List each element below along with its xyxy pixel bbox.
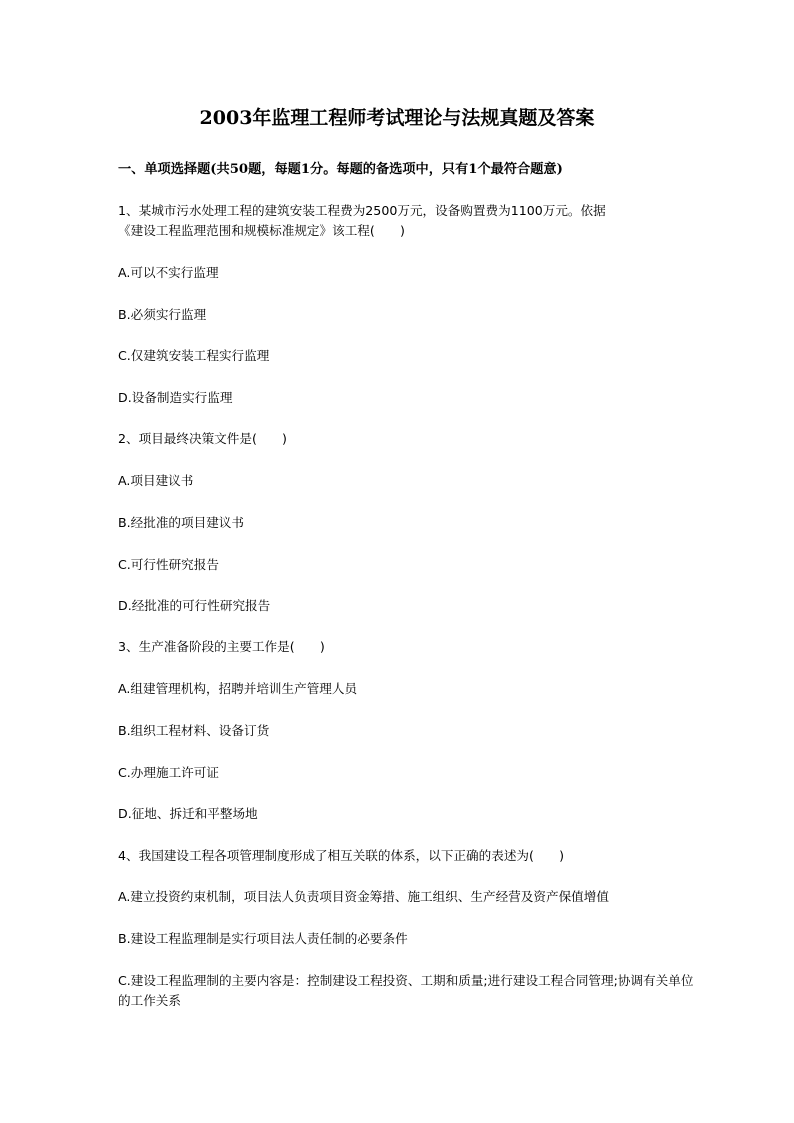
question-3-stem: 3、生产准备阶段的主要工作是( ) [118, 639, 325, 654]
question-1-option-c: C.仅建筑安装工程实行监理 [118, 348, 270, 363]
question-1-option-a: A.可以不实行监理 [118, 265, 219, 280]
question-2-option-b: B.经批准的项目建议书 [118, 515, 244, 530]
question-1-stem-line-2: 《建设工程监理范围和规模标准规定》该工程( ) [118, 223, 405, 238]
question-4-option-c: C.建设工程监理制的主要内容是：控制建设工程投资、工期和质量;进行建设工程合同管理;协调有关单位的工作关系 [118, 973, 694, 1008]
question-1-stem-line-1: 1、某城市污水处理工程的建筑安装工程费为2500万元，设备购置费为1100万元。依据 [118, 203, 606, 218]
question-3-option-a: A.组建管理机构，招聘并培训生产管理人员 [118, 681, 358, 696]
question-1-option-b: B.必须实行监理 [118, 307, 207, 322]
question-4-option-b: B.建设工程监理制是实行项目法人责任制的必要条件 [118, 931, 408, 946]
document-title: 2003年监理工程师考试理论与法规真题及答案 [199, 107, 595, 129]
question-2-option-a: A.项目建议书 [118, 473, 194, 488]
question-4-option-a: A.建立投资约束机制，项目法人负责项目资金筹措、施工组织、生产经营及资产保值增值 [118, 889, 609, 904]
question-3-option-c: C.办理施工许可证 [118, 765, 219, 780]
question-4-stem: 4、我国建设工程各项管理制度形成了相互关联的体系，以下正确的表述为( ) [118, 848, 565, 863]
question-3-option-d: D.征地、拆迁和平整场地 [118, 806, 258, 821]
question-3-option-b: B.组织工程材料、设备订货 [118, 723, 270, 738]
question-1-option-d: D.设备制造实行监理 [118, 390, 233, 405]
question-2-option-c: C.可行性研究报告 [118, 557, 219, 572]
question-2-option-d: D.经批准的可行性研究报告 [118, 598, 271, 613]
section-heading: 一、单项选择题(共50题，每题1分。每题的备选项中，只有1个最符合题意) [118, 162, 563, 177]
question-2-stem: 2、项目最终决策文件是( ) [118, 431, 287, 446]
